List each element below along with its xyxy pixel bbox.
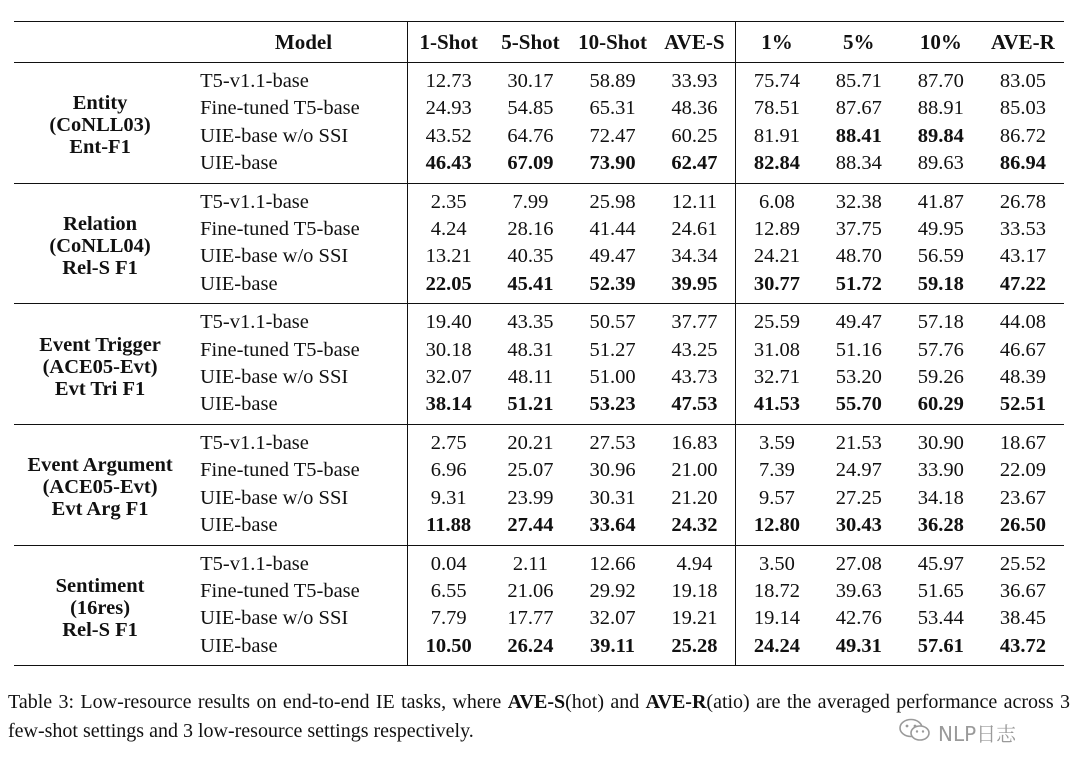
- task-label-line: Rel-S F1: [62, 256, 138, 279]
- score-cell: 51.16: [835, 338, 882, 361]
- task-label: [14, 545, 192, 666]
- score-cell: 19.18: [671, 579, 718, 602]
- score-cell: 3.50: [736, 545, 818, 578]
- score-cell: 57.61: [917, 634, 964, 657]
- score-cell: 53.23: [589, 393, 636, 416]
- score-cell: 88.34: [835, 152, 882, 175]
- score-cell: 19.14: [736, 605, 818, 632]
- score-cell: 85.03: [999, 97, 1047, 120]
- score-cell: 25.28: [671, 634, 718, 657]
- header-5-shot: 5-Shot: [489, 22, 571, 63]
- score-cell: 57.76: [917, 338, 964, 361]
- model-name-cell: UIE-base w/o SSI: [200, 245, 349, 268]
- score-cell: 27.44: [507, 514, 554, 537]
- score-cell: 51.72: [835, 272, 882, 295]
- caption-text-1: Table 3: Low-resource results on end-to-end IE tasks, where: [8, 691, 508, 713]
- score-cell: 24.93: [407, 95, 489, 122]
- score-cell: 12.80: [736, 512, 818, 545]
- score-cell: 33.64: [589, 514, 636, 537]
- task-label-line: Evt Tri F1: [54, 377, 146, 400]
- score-cell: 12.11: [671, 190, 718, 213]
- score-cell: 46.67: [999, 338, 1047, 361]
- score-cell: 59.18: [917, 272, 964, 295]
- score-cell: 43.73: [671, 366, 718, 389]
- model-name-cell: T5-v1.1-base: [200, 311, 309, 334]
- score-cell: 27.53: [589, 431, 636, 454]
- task-label-line: (16res): [70, 596, 131, 619]
- score-cell: 28.16: [507, 218, 554, 241]
- model-name-cell: Fine-tuned T5-base: [200, 218, 360, 241]
- score-cell: 33.93: [671, 70, 718, 92]
- score-cell: 53.44: [917, 607, 964, 630]
- score-cell: 6.08: [736, 183, 818, 216]
- score-cell: 75.74: [736, 63, 818, 96]
- score-cell: 73.90: [589, 152, 636, 175]
- score-cell: 58.89: [589, 70, 636, 92]
- score-cell: 12.66: [589, 552, 636, 575]
- task-label-line: Sentiment: [55, 574, 145, 597]
- model-name-cell: UIE-base: [200, 514, 278, 537]
- score-cell: 25.98: [589, 190, 636, 213]
- score-cell: 54.85: [507, 97, 554, 120]
- score-cell: 46.43: [407, 150, 489, 183]
- score-cell: 4.94: [676, 552, 713, 575]
- score-cell: 22.09: [999, 459, 1047, 482]
- model-name-cell: UIE-base: [200, 393, 278, 416]
- model-name-cell: UIE-base w/o SSI: [200, 486, 349, 509]
- score-cell: 49.95: [917, 218, 964, 241]
- wechat-icon: [898, 718, 932, 747]
- score-cell: 47.53: [671, 393, 718, 416]
- task-label: [14, 304, 192, 425]
- score-cell: 30.18: [407, 337, 489, 364]
- score-cell: 81.91: [736, 123, 818, 150]
- score-cell: 89.63: [917, 152, 964, 175]
- score-cell: 22.05: [407, 271, 489, 304]
- task-group: [14, 183, 1064, 304]
- task-group: [14, 304, 1064, 425]
- header-1-shot: 1-Shot: [407, 22, 489, 63]
- header-10-percent: 10%: [900, 22, 982, 63]
- score-cell: 52.51: [999, 393, 1047, 416]
- score-cell: 62.47: [671, 152, 718, 175]
- score-cell: 49.47: [835, 311, 882, 334]
- task-label-line: Evt Arg F1: [51, 498, 149, 521]
- model-name-cell: T5-v1.1-base: [200, 190, 309, 213]
- score-cell: 41.53: [736, 391, 818, 424]
- score-cell: 39.11: [590, 634, 636, 657]
- score-cell: 11.88: [407, 512, 489, 545]
- score-cell: 34.34: [671, 245, 718, 268]
- score-cell: 4.24: [407, 216, 489, 243]
- score-cell: 2.75: [407, 424, 489, 457]
- score-cell: 39.95: [671, 272, 718, 295]
- score-cell: 9.31: [407, 485, 489, 512]
- score-cell: 27.08: [835, 552, 882, 575]
- score-cell: 51.21: [507, 393, 554, 416]
- task-label: [14, 183, 192, 304]
- score-cell: 88.91: [917, 97, 964, 120]
- results-table-container: [14, 21, 1064, 666]
- score-cell: 30.17: [507, 70, 554, 92]
- score-cell: 20.21: [507, 431, 554, 454]
- score-cell: 24.97: [835, 459, 882, 482]
- score-cell: 31.08: [736, 337, 818, 364]
- score-cell: 26.50: [999, 514, 1047, 537]
- task-label-line: (ACE05-Evt): [42, 476, 158, 499]
- caption-text-3: (atio) are the averaged performance across 3 few-shot settings and 3 low-resource settings respectively.: [8, 691, 1070, 742]
- score-cell: 48.31: [507, 338, 554, 361]
- score-cell: 53.20: [835, 366, 882, 389]
- score-cell: 10.50: [407, 633, 489, 666]
- score-cell: 48.11: [507, 366, 554, 389]
- header-task-cell: [14, 22, 192, 63]
- model-name-cell: Fine-tuned T5-base: [200, 338, 360, 361]
- score-cell: 49.31: [835, 634, 882, 657]
- score-cell: 23.99: [507, 486, 554, 509]
- task-label-line: Relation: [63, 212, 138, 235]
- header-ave-s: AVE-S: [654, 22, 736, 63]
- score-cell: 43.52: [407, 123, 489, 150]
- score-cell: 60.25: [671, 124, 718, 147]
- score-cell: 6.96: [407, 457, 489, 484]
- results-table: [14, 21, 1064, 666]
- score-cell: 30.43: [835, 514, 882, 537]
- score-cell: 50.57: [589, 311, 636, 334]
- score-cell: 39.63: [835, 579, 882, 602]
- score-cell: 37.75: [835, 218, 882, 241]
- score-cell: 83.05: [999, 70, 1047, 92]
- header-ave-r: AVE-R: [982, 22, 1064, 63]
- score-cell: 87.67: [835, 97, 882, 120]
- model-name-cell: Fine-tuned T5-base: [200, 97, 360, 120]
- score-cell: 43.25: [671, 338, 718, 361]
- task-group: [14, 545, 1064, 666]
- score-cell: 7.39: [736, 457, 818, 484]
- score-cell: 25.07: [507, 459, 554, 482]
- score-cell: 33.90: [917, 459, 964, 482]
- score-cell: 86.94: [999, 152, 1047, 175]
- score-cell: 17.77: [507, 607, 554, 630]
- score-cell: 21.20: [671, 486, 718, 509]
- score-cell: 2.35: [407, 183, 489, 216]
- score-cell: 3.59: [736, 424, 818, 457]
- score-cell: 38.14: [407, 391, 489, 424]
- score-cell: 29.92: [589, 579, 636, 602]
- model-name-cell: UIE-base w/o SSI: [200, 607, 349, 630]
- score-cell: 23.67: [999, 486, 1047, 509]
- table-header: [14, 22, 1064, 63]
- task-label-line: (ACE05-Evt): [42, 355, 158, 378]
- score-cell: 55.70: [835, 393, 882, 416]
- score-cell: 56.59: [917, 245, 964, 268]
- score-cell: 45.41: [507, 272, 554, 295]
- score-cell: 41.87: [917, 190, 964, 213]
- score-cell: 86.72: [999, 124, 1047, 147]
- score-cell: 88.41: [835, 124, 882, 147]
- score-cell: 43.17: [999, 245, 1047, 268]
- score-cell: 48.36: [671, 97, 718, 120]
- score-cell: 21.00: [671, 459, 718, 482]
- watermark-text: NLP日志: [938, 722, 1017, 746]
- score-cell: 24.21: [736, 243, 818, 270]
- score-cell: 34.18: [917, 486, 964, 509]
- score-cell: 43.72: [999, 634, 1047, 657]
- score-cell: 16.83: [671, 431, 718, 454]
- score-cell: 25.52: [999, 552, 1047, 575]
- score-cell: 40.35: [507, 245, 554, 268]
- header-1-percent: 1%: [736, 22, 818, 63]
- score-cell: 32.07: [589, 607, 636, 630]
- task-label-line: Event Argument: [27, 454, 173, 477]
- score-cell: 19.40: [407, 304, 489, 337]
- score-cell: 49.47: [589, 245, 636, 268]
- score-cell: 60.29: [917, 393, 964, 416]
- score-cell: 42.76: [835, 607, 882, 630]
- score-cell: 30.77: [736, 271, 818, 304]
- watermark: [898, 718, 1016, 747]
- score-cell: 89.84: [917, 124, 964, 147]
- model-name-cell: T5-v1.1-base: [200, 70, 309, 92]
- task-label: [14, 424, 192, 545]
- score-cell: 44.08: [999, 311, 1047, 334]
- score-cell: 52.39: [589, 272, 636, 295]
- score-cell: 21.53: [835, 431, 882, 454]
- score-cell: 2.11: [512, 552, 549, 575]
- model-name-cell: Fine-tuned T5-base: [200, 579, 360, 602]
- model-name-cell: UIE-base: [200, 634, 278, 657]
- score-cell: 12.89: [736, 216, 818, 243]
- score-cell: 7.79: [407, 605, 489, 632]
- score-cell: 48.39: [999, 366, 1047, 389]
- score-cell: 9.57: [736, 485, 818, 512]
- score-cell: 30.96: [589, 459, 636, 482]
- score-cell: 32.07: [407, 364, 489, 391]
- score-cell: 65.31: [589, 97, 636, 120]
- score-cell: 51.65: [917, 579, 964, 602]
- table-row: [14, 63, 1064, 96]
- score-cell: 72.47: [589, 124, 636, 147]
- score-cell: 41.44: [589, 218, 636, 241]
- score-cell: 24.24: [736, 633, 818, 666]
- header-model: Model: [192, 22, 407, 63]
- score-cell: 26.24: [507, 634, 554, 657]
- score-cell: 36.67: [999, 579, 1047, 602]
- score-cell: 19.21: [671, 607, 718, 630]
- score-cell: 85.71: [835, 70, 882, 92]
- model-name-cell: T5-v1.1-base: [200, 552, 309, 575]
- score-cell: 21.06: [507, 579, 554, 602]
- score-cell: 78.51: [736, 95, 818, 122]
- score-cell: 43.35: [507, 311, 554, 334]
- score-cell: 87.70: [917, 70, 964, 92]
- task-label-line: Rel-S F1: [62, 618, 138, 641]
- header-5-percent: 5%: [818, 22, 900, 63]
- score-cell: 45.97: [917, 552, 964, 575]
- score-cell: 64.76: [507, 124, 554, 147]
- table-row: [14, 424, 1064, 457]
- task-label-line: (CoNLL04): [49, 234, 151, 257]
- task-label-line: Entity: [72, 92, 128, 115]
- score-cell: 30.90: [917, 431, 964, 454]
- score-cell: 51.27: [589, 338, 636, 361]
- score-cell: 51.00: [589, 366, 636, 389]
- score-cell: 57.18: [917, 311, 964, 334]
- caption-text-2: (hot) and: [565, 691, 646, 713]
- table-row: [14, 183, 1064, 216]
- score-cell: 48.70: [835, 245, 882, 268]
- score-cell: 12.73: [407, 63, 489, 96]
- model-name-cell: UIE-base: [200, 152, 278, 175]
- score-cell: 0.04: [407, 545, 489, 578]
- score-cell: 37.77: [671, 311, 718, 334]
- model-name-cell: UIE-base w/o SSI: [200, 124, 349, 147]
- score-cell: 6.55: [407, 578, 489, 605]
- caption-ave-r: AVE-R: [645, 691, 707, 713]
- table-row: [14, 304, 1064, 337]
- score-cell: 30.31: [589, 486, 636, 509]
- model-name-cell: UIE-base: [200, 272, 278, 295]
- score-cell: 82.84: [736, 150, 818, 183]
- header-10-shot: 10-Shot: [572, 22, 654, 63]
- score-cell: 18.67: [999, 431, 1047, 454]
- score-cell: 27.25: [835, 486, 882, 509]
- task-label-line: (CoNLL03): [49, 114, 151, 137]
- task-group: [14, 63, 1064, 184]
- model-name-cell: Fine-tuned T5-base: [200, 459, 360, 482]
- model-name-cell: T5-v1.1-base: [200, 431, 309, 454]
- score-cell: 7.99: [512, 190, 549, 213]
- score-cell: 32.71: [736, 364, 818, 391]
- task-label-line: Event Trigger: [39, 333, 161, 356]
- score-cell: 24.32: [671, 514, 718, 537]
- score-cell: 24.61: [671, 218, 718, 241]
- score-cell: 47.22: [999, 272, 1047, 295]
- score-cell: 25.59: [736, 304, 818, 337]
- task-label: [14, 63, 192, 184]
- score-cell: 67.09: [507, 152, 554, 175]
- score-cell: 18.72: [736, 578, 818, 605]
- task-label-line: Ent-F1: [69, 136, 131, 159]
- table-row: [14, 545, 1064, 578]
- task-group: [14, 424, 1064, 545]
- score-cell: 26.78: [999, 190, 1047, 213]
- score-cell: 38.45: [999, 607, 1047, 630]
- score-cell: 36.28: [917, 514, 964, 537]
- score-cell: 59.26: [917, 366, 964, 389]
- score-cell: 33.53: [999, 218, 1047, 241]
- score-cell: 13.21: [407, 243, 489, 270]
- score-cell: 32.38: [835, 190, 882, 213]
- model-name-cell: UIE-base w/o SSI: [200, 366, 349, 389]
- caption-ave-s: AVE-S: [507, 691, 566, 713]
